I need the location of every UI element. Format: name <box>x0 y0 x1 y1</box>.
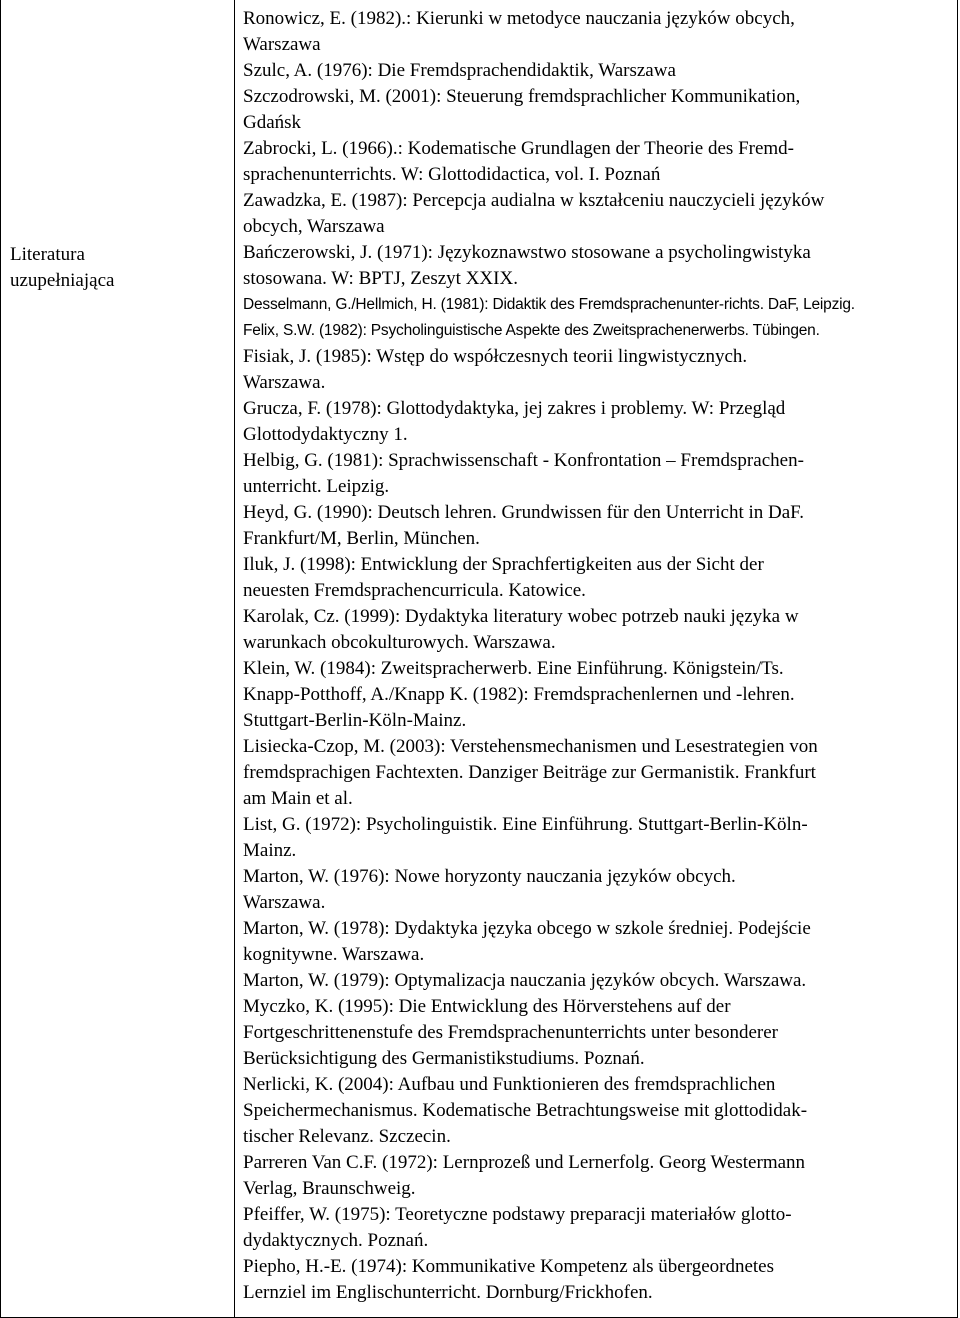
reference-line: sprachenunterrichts. W: Glottodidactica, vol. I. Poznań <box>243 164 661 185</box>
reference-line: Stuttgart-Berlin-Köln-Mainz. <box>243 710 467 731</box>
reference-line: Zawadzka, E. (1987): Percepcja audialna w kształceniu nauczycieli języków <box>243 190 825 211</box>
reference-entry <box>243 396 951 448</box>
reference-entry <box>243 812 951 864</box>
reference-line: Helbig, G. (1981): Sprachwissenschaft - Konfrontation – Fremdsprachen- <box>243 450 804 471</box>
reference-entry <box>243 916 951 968</box>
reference-entry <box>243 188 951 240</box>
reference-line: Warszawa. <box>243 892 326 913</box>
reference-line: dydaktycznych. Poznań. <box>243 1230 429 1251</box>
reference-line: Parreren Van C.F. (1972): Lernprozeß und Lernerfolg. Georg Westermann <box>243 1152 806 1173</box>
column-divider <box>234 0 235 1318</box>
category-label-line: uzupełniająca <box>10 270 115 291</box>
reference-line: Ronowicz, E. (1982).: Kierunki w metodyce nauczania języków obcych, <box>243 8 795 29</box>
reference-line: warunkach obcokulturowych. Warszawa. <box>243 632 556 653</box>
reference-entry <box>243 994 951 1072</box>
reference-entry <box>243 318 951 344</box>
reference-entry <box>243 656 951 682</box>
reference-line: Verlag, Braunschweig. <box>243 1178 416 1199</box>
reference-line: Glottodydaktyczny 1. <box>243 424 408 445</box>
reference-line: Klein, W. (1984): Zweitspracherwerb. Eine Einführung. Königstein/Ts. <box>243 658 784 679</box>
reference-line: Karolak, Cz. (1999): Dydaktyka literatury wobec potrzeb nauki języka w <box>243 606 799 627</box>
reference-line: Fortgeschrittenenstufe des Fremdsprachenunterrichts unter besonderer <box>243 1022 778 1043</box>
reference-line: Szczodrowski, M. (2001): Steuerung fremdsprachlicher Kommunikation, <box>243 86 801 107</box>
reference-line: Iluk, J. (1998): Entwicklung der Sprachfertigkeiten aus der Sicht der <box>243 554 764 575</box>
reference-line: Berücksichtigung des Germanistikstudiums. Poznań. <box>243 1048 645 1069</box>
reference-entry <box>243 864 951 916</box>
reference-line: List, G. (1972): Psycholinguistik. Eine Einführung. Stuttgart-Berlin-Köln- <box>243 814 808 835</box>
reference-line: Speichermechanismus. Kodematische Betrachtungsweise mit glottodidak- <box>243 1100 808 1121</box>
reference-entry <box>243 58 951 84</box>
reference-entry <box>243 136 951 188</box>
reference-entry <box>243 604 951 656</box>
reference-line: Lernziel im Englischunterricht. Dornburg/Frickhofen. <box>243 1282 653 1303</box>
reference-line: fremdsprachigen Fachtexten. Danziger Beiträge zur Germanistik. Frankfurt <box>243 762 816 783</box>
category-cell <box>10 242 230 294</box>
reference-entry <box>243 552 951 604</box>
reference-entry <box>243 682 951 734</box>
reference-line: Knapp-Potthoff, A./Knapp K. (1982): Fremdsprachenlernen und -lehren. <box>243 684 795 705</box>
reference-line: Piepho, H.-E. (1974): Kommunikative Kompetenz als übergeordnetes <box>243 1256 774 1277</box>
reference-line: Felix, S.W. (1982): Psycholinguistische Aspekte des Zweitsprachenerwerbs. Tübingen. <box>243 322 820 339</box>
reference-entry <box>243 1150 951 1202</box>
reference-line: Fisiak, J. (1985): Wstęp do współczesnych teorii lingwistycznych. <box>243 346 748 367</box>
reference-line: Bańczerowski, J. (1971): Językoznawstwo stosowane a psycholingwistyka <box>243 242 811 263</box>
reference-line: Zabrocki, L. (1966).: Kodematische Grundlagen der Theorie des Fremd- <box>243 138 794 159</box>
reference-line: neuesten Fremdsprachencurricula. Katowice. <box>243 580 586 601</box>
reference-line: Mainz. <box>243 840 297 861</box>
category-label-line: Literatura <box>10 244 85 265</box>
reference-entry <box>243 6 951 58</box>
reference-entry <box>243 1254 951 1306</box>
reference-line: Grucza, F. (1978): Glottodydaktyka, jej zakres i problemy. W: Przegląd <box>243 398 786 419</box>
reference-entry <box>243 1072 951 1150</box>
reference-line: kognitywne. Warszawa. <box>243 944 425 965</box>
reference-entry <box>243 1202 951 1254</box>
reference-line: unterricht. Leipzig. <box>243 476 390 497</box>
reference-entry <box>243 448 951 500</box>
reference-line: Nerlicki, K. (2004): Aufbau und Funktionieren des fremdsprachlichen <box>243 1074 776 1095</box>
reference-entry <box>243 500 951 552</box>
reference-line: Marton, W. (1979): Optymalizacja nauczania języków obcych. Warszawa. <box>243 970 807 991</box>
reference-entry <box>243 240 951 292</box>
reference-entry <box>243 84 951 136</box>
reference-line: obcych, Warszawa <box>243 216 385 237</box>
reference-entry <box>243 344 951 396</box>
reference-line: Desselmann, G./Hellmich, H. (1981): Didaktik des Fremdsprachenunter-richts. DaF, Leipzig. <box>243 296 855 313</box>
reference-line: Szulc, A. (1976): Die Fremdsprachendidaktik, Warszawa <box>243 60 676 81</box>
reference-line: Warszawa. <box>243 372 326 393</box>
reference-line: stosowana. W: BPTJ, Zeszyt XXIX. <box>243 268 518 289</box>
reference-line: Myczko, K. (1995): Die Entwicklung des Hörverstehens auf der <box>243 996 731 1017</box>
reference-line: Marton, W. (1978): Dydaktyka języka obcego w szkole średniej. Podejście <box>243 918 811 939</box>
reference-line: Pfeiffer, W. (1975): Teoretyczne podstawy preparacji materiałów glotto- <box>243 1204 792 1225</box>
reference-line: Heyd, G. (1990): Deutsch lehren. Grundwissen für den Unterricht in DaF. <box>243 502 804 523</box>
reference-line: Warszawa <box>243 34 321 55</box>
reference-line: Marton, W. (1976): Nowe horyzonty nauczania języków obcych. <box>243 866 736 887</box>
reference-line: Lisiecka-Czop, M. (2003): Verstehensmechanismen und Lesestrategien von <box>243 736 818 757</box>
reference-entry <box>243 968 951 994</box>
references-list <box>243 6 951 1306</box>
reference-entry <box>243 292 951 318</box>
reference-line: am Main et al. <box>243 788 353 809</box>
reference-line: Frankfurt/M, Berlin, München. <box>243 528 480 549</box>
reference-line: tischer Relevanz. Szczecin. <box>243 1126 451 1147</box>
reference-line: Gdańsk <box>243 112 302 133</box>
reference-entry <box>243 734 951 812</box>
